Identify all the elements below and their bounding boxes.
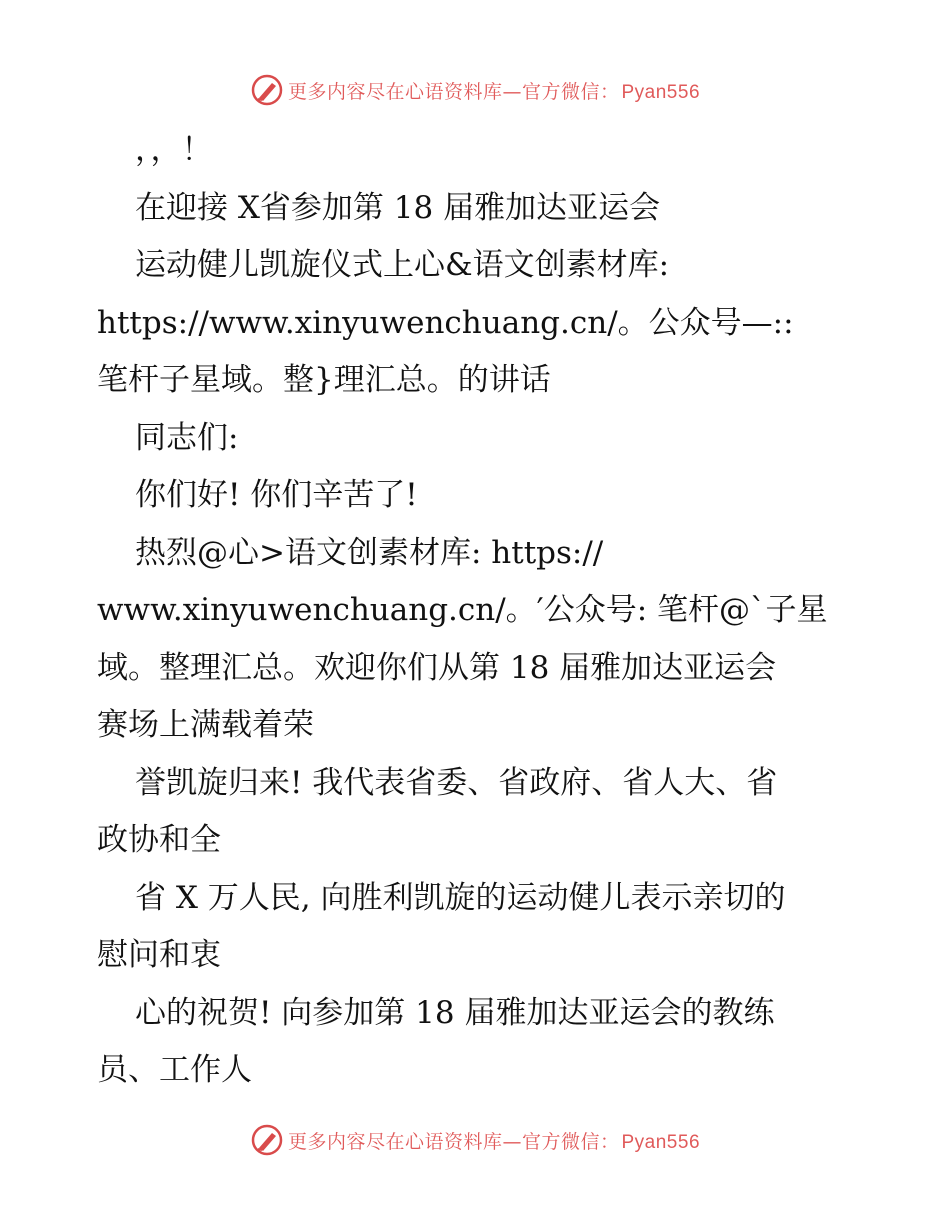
text-line-7: 你们好! 你们辛苦了! xyxy=(135,477,418,513)
text-line-12: 誉凯旋归来! 我代表省委、省政府、省人大、省 xyxy=(135,764,778,801)
text-line-6: 同志们: xyxy=(135,419,239,456)
text-line-3: 运动健儿凯旋仪式上心&语文创素材库: xyxy=(135,247,670,283)
header-banner xyxy=(0,70,950,110)
text-line-8: 热烈@心>语文创素材库: https:// xyxy=(135,534,604,571)
text-line-16: 心的祝贺! 向参加第 18 届雅加达亚运会的教练 xyxy=(135,994,775,1031)
text-line-9: www.xinyuwenchuang.cn/。′公众号: 笔杆@`子星 xyxy=(97,592,828,628)
pen-logo-icon xyxy=(250,1123,284,1157)
footer-banner xyxy=(0,1120,950,1160)
text-line-4: https://www.xinyuwenchuang.cn/。公众号—:: xyxy=(97,304,794,341)
header-wechat-id: Pyan556 xyxy=(621,81,701,103)
document-body xyxy=(97,122,857,1100)
header-banner-text: 更多内容尽在心语资料库—官方微信： Pyan556 xyxy=(287,80,701,103)
text-line-17: 员、工作人 xyxy=(97,1052,252,1088)
text-line-5: 笔杆子星域。整}理汇总。的讲话 xyxy=(97,362,551,398)
text-line-10: 域。整理汇总。欢迎你们从第 18 届雅加达亚运会 xyxy=(97,649,777,686)
footer-wechat-id: Pyan556 xyxy=(621,1131,701,1153)
text-line-11: 赛场上满载着荣 xyxy=(97,707,314,743)
pen-logo-icon xyxy=(250,73,284,107)
text-line-15: 慰问和衷 xyxy=(97,937,221,973)
text-line-13: 政协和全 xyxy=(97,822,221,858)
text-line-2: 在迎接 X省参加第 18 届雅加达亚运会 xyxy=(135,189,661,226)
text-line-14: 省 X 万人民, 向胜利凯旋的运动健儿表示亲切的 xyxy=(135,879,786,916)
text-line-1: ，，！ xyxy=(135,132,213,168)
footer-banner-text: 更多内容尽在心语资料库—官方微信： Pyan556 xyxy=(287,1130,701,1153)
